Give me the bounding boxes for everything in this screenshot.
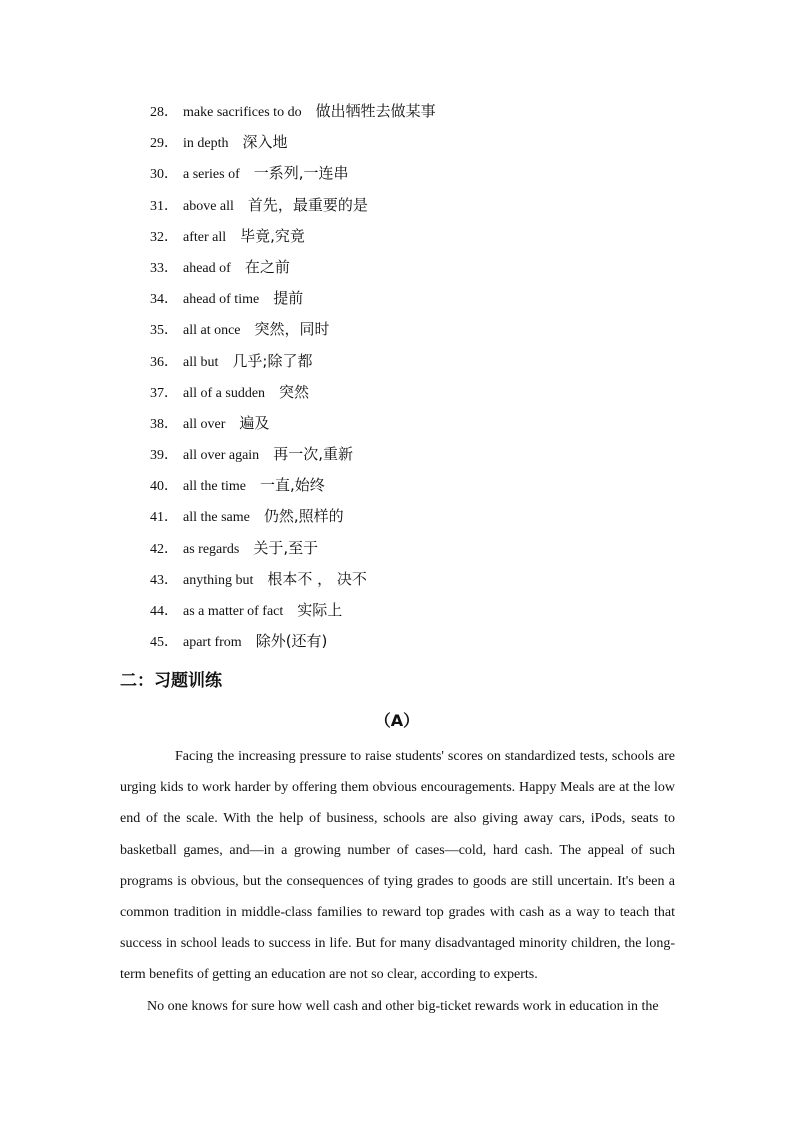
vocab-chinese: 首先，最重要的是 xyxy=(247,195,368,214)
vocab-chinese: 毕竟,究竟 xyxy=(240,226,305,245)
vocab-english: all of a sudden xyxy=(183,385,266,401)
vocab-chinese: 突然 xyxy=(279,382,310,401)
vocab-chinese: 关于,至于 xyxy=(253,538,319,557)
vocab-chinese: 几乎;除了都 xyxy=(232,351,313,370)
vocab-english: all over again xyxy=(183,448,260,464)
vocab-english: all the same xyxy=(183,510,250,526)
vocab-english: above all xyxy=(183,198,234,214)
vocab-english: all the time xyxy=(183,479,246,495)
vocab-item xyxy=(150,408,710,439)
vocab-item xyxy=(150,283,710,314)
vocab-number: 38． xyxy=(150,416,178,432)
vocab-number: 32． xyxy=(150,229,178,245)
vocab-item xyxy=(150,190,710,221)
vocab-number: 40． xyxy=(150,479,178,495)
vocab-chinese: 在之前 xyxy=(244,257,290,276)
passage-paragraph: Facing the increasing pressure to raise students' scores on standardized tests, schools are urging kids to work harder by offering them obvious encouragements. Happy Meals are at the low end of the scale. With the help of business, schools are also giving away cars, iPods, seats to basketball games, and—in a growing number of cases—cold, hard cash. The appeal of such programs is obvious, but the consequences of tying grades to goods are still uncertain. It's been a common tradition in middle-class families to reward top grades with cash as a way to teach that success in school leads to success in life. But for many disadvantaged minority children, the long-term benefits of getting an education are not so clear, according to experts. xyxy=(120,749,675,983)
vocab-number: 44． xyxy=(150,604,178,619)
vocab-item xyxy=(150,377,710,408)
vocab-chinese: 提前 xyxy=(273,289,304,308)
vocab-item xyxy=(150,439,710,470)
vocab-chinese: 除外(还有) xyxy=(255,632,328,651)
vocab-number: 28． xyxy=(150,105,178,120)
vocab-item xyxy=(150,158,710,189)
vocab-chinese: 遍及 xyxy=(239,413,270,432)
vocab-chinese: 仍然,照样的 xyxy=(263,507,344,526)
vocab-item xyxy=(150,626,710,657)
vocab-item xyxy=(150,127,710,158)
vocab-number: 30． xyxy=(150,167,178,183)
vocab-english: a series of xyxy=(183,167,240,183)
vocab-number: 45． xyxy=(150,635,178,651)
vocab-number: 33． xyxy=(150,260,178,276)
vocab-chinese: 根本不 ， 决不 xyxy=(267,569,367,588)
vocab-english: apart from xyxy=(183,635,242,651)
vocab-number: 31． xyxy=(150,198,178,214)
vocab-item xyxy=(150,533,710,564)
vocab-english: ahead of xyxy=(183,260,231,276)
vocab-english: after all xyxy=(183,229,227,245)
vocab-chinese: 再一次,重新 xyxy=(273,445,353,464)
section-heading: 二：习题训练 xyxy=(120,671,222,691)
vocab-list xyxy=(150,96,710,657)
passage-paragraph: No one knows for sure how well cash and other big-ticket rewards work in education in the xyxy=(147,998,659,1014)
vocab-number: 29． xyxy=(150,136,178,152)
vocab-chinese: 一直,始终 xyxy=(259,476,325,495)
vocab-chinese: 一系列,一连串 xyxy=(253,164,349,183)
vocab-number: 41． xyxy=(150,510,178,526)
vocab-number: 34． xyxy=(150,292,178,308)
vocab-item xyxy=(150,314,710,345)
vocab-chinese: 实际上 xyxy=(297,601,343,619)
vocab-item xyxy=(150,501,710,532)
vocab-number: 39． xyxy=(150,448,178,464)
vocab-number: 36． xyxy=(150,354,178,370)
vocab-item xyxy=(150,346,710,377)
vocab-item xyxy=(150,470,710,501)
vocab-english: anything but xyxy=(183,572,254,588)
vocab-english: as a matter of fact xyxy=(183,604,284,619)
vocab-chinese: 深入地 xyxy=(242,133,288,152)
vocab-english: as regards xyxy=(183,541,240,557)
vocab-number: 35． xyxy=(150,323,178,339)
vocab-item xyxy=(150,221,710,252)
vocab-english: make sacrifices to do xyxy=(183,105,302,120)
vocab-number: 43． xyxy=(150,572,178,588)
vocab-english: all but xyxy=(183,354,219,370)
vocab-chinese: 做出牺牲去做某事 xyxy=(315,102,436,120)
vocab-chinese: 突然，同时 xyxy=(254,320,330,339)
vocab-english: all at once xyxy=(183,323,241,339)
vocab-english: all over xyxy=(183,416,226,432)
vocab-number: 37． xyxy=(150,385,178,401)
reading-passage xyxy=(120,741,675,1022)
passage-label: （A） xyxy=(374,711,420,730)
vocab-number: 42． xyxy=(150,541,178,557)
vocab-item xyxy=(150,595,710,626)
vocab-english: in depth xyxy=(183,136,229,152)
vocab-item xyxy=(150,96,710,127)
vocab-english: ahead of time xyxy=(183,292,260,308)
vocab-item xyxy=(150,564,710,595)
vocab-item xyxy=(150,252,710,283)
